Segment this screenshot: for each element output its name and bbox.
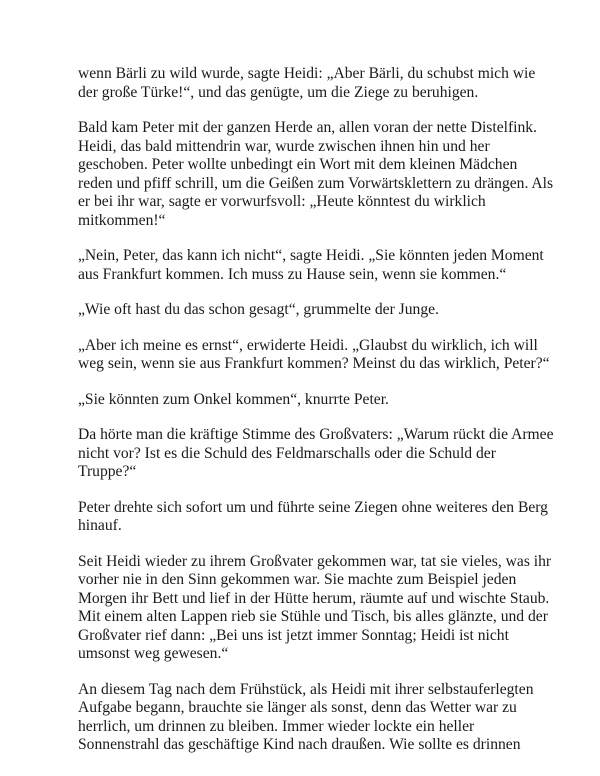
- paragraph: [78, 498, 548, 536]
- text-line: vorher nie in den Sinn gekommen war. Sie machte zum Beispiel jeden: [78, 571, 517, 588]
- text-line: Sonnenstrahl das geschäftige Kind nach draußen. Wie sollte es drinnen: [78, 736, 521, 753]
- text-line: Großvater rief dann: „Bei uns ist jetzt immer Sonntag; Heidi ist nicht: [78, 626, 509, 644]
- text-line: wenn Bärli zu wild wurde, sagte Heidi: „Aber Bärli, du schubst mich wie: [78, 65, 536, 82]
- text-line: Seit Heidi wieder zu ihrem Großvater gekommen war, tat sie vieles, was ihr: [78, 552, 552, 570]
- text-line: der große Türke!“, und das genügte, um die Ziege zu beruhigen.: [78, 83, 479, 101]
- text-line: herrlich, um drinnen zu bleiben. Immer wieder lockte ein heller: [78, 717, 475, 735]
- text-line: Da hörte man die kräftige Stimme des Großvaters: „Warum rückt die Armee: [78, 426, 554, 443]
- text-line: „Aber ich meine es ernst“, erwiderte Heidi. „Glaubst du wirklich, ich will: [78, 336, 538, 354]
- paragraph: [78, 552, 552, 664]
- text-line: weg sein, wenn sie aus Frankfurt kommen? Meinst du das wirklich, Peter?“: [78, 355, 550, 372]
- text-line: nicht vor? Ist es die Schuld des Feldmarschalls oder die Schuld der: [78, 444, 496, 462]
- text-line: Aufgabe begann, brauchte sie länger als sonst, denn das Wetter war zu: [78, 699, 517, 716]
- paragraph: [78, 247, 544, 284]
- text-line: An diesem Tag nach dem Frühstück, als Heidi mit ihrer selbstauferlegten: [78, 680, 534, 698]
- text-line: Truppe?“: [78, 463, 137, 480]
- text-line: „Wie oft hast du das schon gesagt“, grummelte der Junge.: [78, 301, 439, 318]
- text-line: er bei ihr war, sagte er vorwurfsvoll: „Heute könntest du wirklich: [78, 193, 486, 210]
- document-page: [78, 65, 554, 772]
- text-line: hinauf.: [78, 517, 122, 534]
- text-line: „Nein, Peter, das kann ich nicht“, sagte Heidi. „Sie könnten jeden Moment: [78, 247, 544, 264]
- text-line: umsonst weg gewesen.“: [78, 645, 229, 662]
- paragraph: [78, 336, 550, 374]
- paragraph: [78, 65, 536, 102]
- text-line: Heidi, das bald mittendrin war, wurde zwischen ihnen hin und her: [78, 137, 490, 155]
- paragraph: [78, 301, 528, 320]
- text-line: Morgen ihr Bett und lief in der Hütte herum, räumte auf und wischte Staub.: [78, 589, 550, 607]
- paragraph: [78, 426, 554, 482]
- text-line: Bald kam Peter mit der ganzen Herde an, allen voran der nette Distelfink.: [78, 119, 537, 136]
- paragraph: [78, 391, 528, 410]
- text-line: Mit einem alten Lappen rieb sie Stühle und Tisch, bis alles glänzte, und der: [78, 608, 548, 625]
- paragraph: [78, 119, 554, 230]
- paragraph: [78, 680, 534, 755]
- text-line: „Sie könnten zum Onkel kommen“, knurrte Peter.: [78, 390, 389, 408]
- text-line: aus Frankfurt kommen. Ich muss zu Hause sein, wenn sie kommen.“: [78, 265, 507, 283]
- text-line: mitkommen!“: [78, 211, 166, 229]
- text-line: reden und pfiff schrill, um die Geißen zum Vorwärtsklettern zu drängen. Als: [78, 174, 554, 192]
- text-line: geschoben. Peter wollte unbedingt ein Wort mit dem kleinen Mädchen: [78, 156, 518, 173]
- text-line: Peter drehte sich sofort um und führte seine Ziegen ohne weiteres den Berg: [78, 498, 548, 516]
